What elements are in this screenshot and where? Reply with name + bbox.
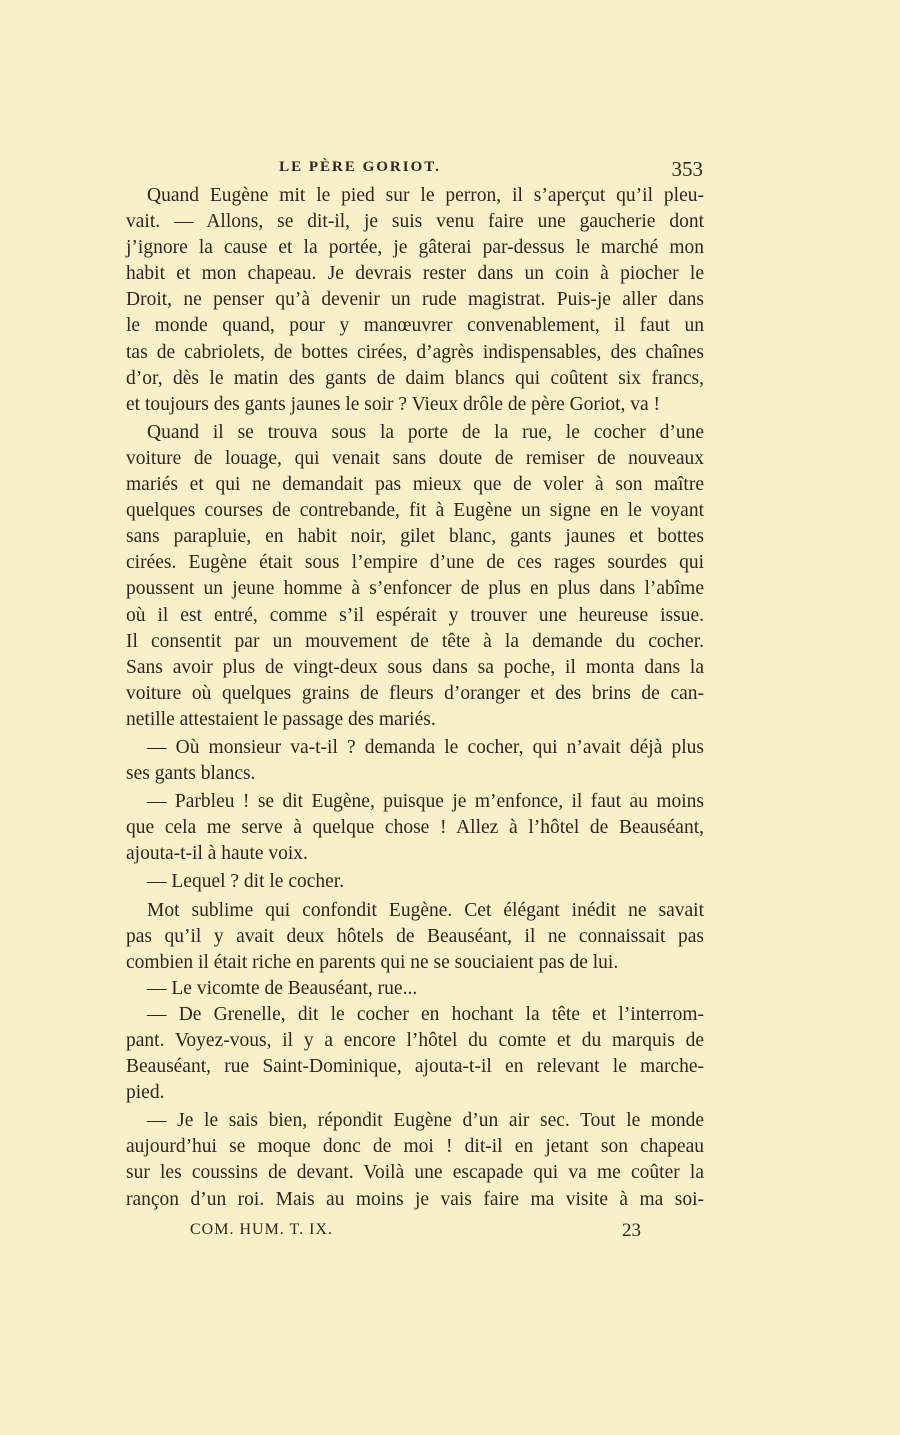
text-line: voiture où quelques grains de fleurs d’oranger et des brins de can- bbox=[126, 682, 704, 704]
text-line: Mot sublime qui confondit Eugène. Cet élégant inédit ne savait bbox=[147, 899, 704, 921]
footer-sheet-number: 23 bbox=[622, 1220, 641, 1241]
text-line: que cela me serve à quelque chose ! Allez à l’hôtel de Beauséant, bbox=[126, 817, 704, 839]
text-line: ajouta-t-il à haute voix. bbox=[126, 843, 308, 865]
text-line: — Je le sais bien, répondit Eugène d’un air sec. Tout le monde bbox=[147, 1110, 704, 1132]
text-line: rançon d’un roi. Mais au moins je vais faire ma visite à ma soi- bbox=[126, 1188, 704, 1210]
text-line: mariés et qui ne demandait pas mieux que de voler à son maître bbox=[126, 474, 704, 496]
running-title: LE PÈRE GORIOT. bbox=[279, 159, 441, 175]
text-line: Il consentit par un mouvement de tête à la demande du cocher. bbox=[126, 630, 704, 652]
text-line: — Où monsieur va-t-il ? demanda le cocher, qui n’avait déjà plus bbox=[147, 736, 704, 758]
text-line: — Parbleu ! se dit Eugène, puisque je m’enfonce, il faut au moins bbox=[147, 791, 704, 813]
text-line: ses gants blancs. bbox=[126, 763, 256, 785]
text-line: le monde quand, pour y manœuvrer convenablement, il faut un bbox=[126, 315, 704, 337]
body-text bbox=[126, 183, 704, 1213]
text-line: tas de cabriolets, de bottes cirées, d’agrès indispensables, des chaînes bbox=[126, 341, 704, 363]
text-line: Sans avoir plus de vingt-deux sous dans sa poche, il monta dans la bbox=[126, 656, 704, 678]
text-line: — Le vicomte de Beauséant, rue... bbox=[147, 977, 418, 999]
text-line: poussent un jeune homme à s’enfoncer de plus en plus dans l’abîme bbox=[126, 578, 704, 600]
text-line: où il est entré, comme s’il espérait y trouver une heureuse issue. bbox=[126, 604, 704, 626]
page-number: 353 bbox=[671, 157, 703, 181]
text-line: Quand il se trouva sous la porte de la rue, le cocher d’une bbox=[147, 421, 704, 443]
text-line: cirées. Eugène était sous l’empire d’une de ces rages sourdes qui bbox=[126, 552, 704, 574]
text-line: Quand Eugène mit le pied sur le perron, il s’aperçut qu’il pleu- bbox=[147, 185, 704, 206]
text-line: habit et mon chapeau. Je devrais rester dans un coin à piocher le bbox=[126, 263, 704, 285]
footer-signature: COM. HUM. T. IX. bbox=[190, 1221, 333, 1238]
text-line: vait. — Allons, se dit-il, je suis venu faire une gaucherie dont bbox=[126, 211, 704, 233]
text-line: netille attestaient le passage des mariés. bbox=[126, 708, 436, 730]
text-line: quelques courses de contrebande, fit à Eugène un signe en le voyant bbox=[126, 500, 704, 522]
text-line: pas qu’il y avait deux hôtels de Beauséant, il ne connaissait pas bbox=[126, 925, 704, 947]
text-line: Droit, ne penser qu’à devenir un rude magistrat. Puis-je aller dans bbox=[126, 289, 704, 311]
text-line: j’ignore la cause et la portée, je gâterai par-dessus le marché mon bbox=[126, 237, 704, 259]
text-line: sans parapluie, en habit noir, gilet blanc, gants jaunes et bottes bbox=[126, 526, 704, 548]
text-line: — Lequel ? dit le cocher. bbox=[147, 871, 345, 893]
text-line: d’or, dès le matin des gants de daim blancs qui coûtent six francs, bbox=[126, 367, 704, 389]
text-line: et toujours des gants jaunes le soir ? Vieux drôle de père Goriot, va ! bbox=[126, 393, 661, 415]
text-line: sur les coussins de devant. Voilà une escapade qui va me coûter la bbox=[126, 1162, 704, 1184]
text-line: Beauséant, rue Saint-Dominique, ajouta-t-il en relevant le marche- bbox=[126, 1056, 704, 1078]
text-line: aujourd’hui se moque donc de moi ! dit-il en jetant son chapeau bbox=[126, 1136, 704, 1158]
text-line: voiture de louage, qui venait sans doute de remiser de nouveaux bbox=[126, 447, 704, 469]
text-line: pant. Voyez-vous, il y a encore l’hôtel du comte et du marquis de bbox=[126, 1030, 704, 1051]
text-line: — De Grenelle, dit le cocher en hochant la tête et l’interrom- bbox=[147, 1003, 704, 1025]
text-line: pied. bbox=[126, 1082, 165, 1104]
text-line: combien il était riche en parents qui ne se souciaient pas de lui. bbox=[126, 951, 619, 973]
